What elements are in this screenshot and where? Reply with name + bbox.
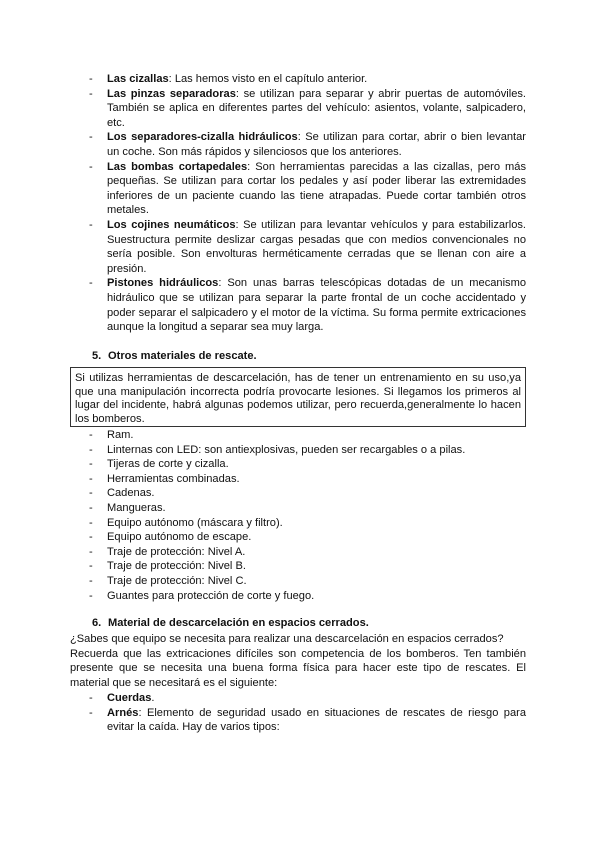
list-item bbox=[88, 160, 526, 218]
section-number: 5. bbox=[92, 350, 102, 362]
list-item-term: Los separadores-cizalla hidráulicos bbox=[107, 131, 298, 144]
other-materials-list bbox=[88, 428, 526, 603]
note-box: Si utilizas herramientas de descarcelación, has de tener un entrenamiento en su uso,ya que una manipulación incorrecta podría provocarte lesiones. Si llegamos los primeros al lugar del incidente, habrá algunas podemos utilizar, pero recuerda,generalmente lo hacen los bomberos. bbox=[70, 367, 526, 427]
section-title: Otros materiales de rescate. bbox=[108, 350, 257, 362]
list-item-term: Pistones hidráulicos bbox=[107, 277, 219, 290]
list-item-term: Los cojines neumáticos bbox=[107, 218, 236, 231]
list-item: - Tijeras de corte y cizalla. bbox=[88, 457, 526, 472]
list-item: - Traje de protección: Nivel C. bbox=[88, 574, 526, 589]
list-item bbox=[88, 706, 526, 735]
list-item bbox=[88, 130, 526, 159]
list-item-text: : Las hemos visto en el capítulo anterior. bbox=[168, 73, 368, 85]
list-item: - Ram. bbox=[88, 428, 526, 443]
section-5-heading bbox=[92, 349, 257, 364]
list-item-term: Las pinzas separadoras bbox=[107, 87, 236, 100]
section-number: 6. bbox=[92, 617, 102, 629]
list-item bbox=[88, 72, 526, 87]
list-item bbox=[88, 276, 526, 334]
list-item bbox=[88, 218, 526, 276]
list-item: - Mangueras. bbox=[88, 501, 526, 516]
list-item-term: Las cizallas bbox=[107, 73, 169, 85]
list-item bbox=[88, 691, 526, 706]
list-item: - Herramientas combinadas. bbox=[88, 472, 526, 487]
list-item: - Equipo autónomo de escape. bbox=[88, 530, 526, 545]
section-6-paragraph: Recuerda que las extricaciones difíciles son competencia de los bomberos. Ten también presente que se necesita una buena forma física para hacer este tipo de rescates. El material que se necesitará es el siguiente: bbox=[70, 648, 526, 689]
list-item bbox=[88, 87, 526, 131]
list-item-text: : Se utilizan para cortar, abrir o bien levantar un coche. Son más rápidos y silenciosos que los anteriores. bbox=[107, 131, 526, 158]
section-6-question: ¿Sabes que equipo se necesita para realizar una descarcelación en espacios cerrados? bbox=[70, 633, 504, 645]
list-item: - Traje de protección: Nivel B. bbox=[88, 559, 526, 574]
list-item-text: . bbox=[151, 692, 155, 704]
list-item-text: : se utilizan para separar y abrir puertas de automóviles. También se aplica en diferentes partes del vehículo: asientos, volante, salpicadero, etc. bbox=[107, 87, 526, 129]
enclosed-space-materials-list bbox=[88, 691, 526, 735]
list-item-text: : Son herramientas parecidas a las cizallas, pero más pequeñas. Se utilizan para cortar los pedales y así poder liberar las extremidades inferiores de un paciente cuando las tiene atrapadas. Puede cortar también otros metales. bbox=[107, 160, 526, 217]
list-item-term: Cuerdas bbox=[107, 692, 152, 704]
list-item: - Linternas con LED: son antiexplosivas, pueden ser recargables o a pilas. bbox=[88, 443, 526, 458]
rescue-tools-list bbox=[88, 72, 526, 335]
list-item-text: : Se utilizan para levantar vehículos y para estabilizarlos. Suestructura permite deslizar cargas pesadas que con medios convencionales no sería posible. Son envolturas herméticamente cerradas que se llenan con aire a presión. bbox=[107, 218, 526, 275]
list-item-term: Arnés bbox=[107, 706, 139, 719]
list-item: - Equipo autónomo (máscara y filtro). bbox=[88, 516, 526, 531]
section-6-heading bbox=[92, 616, 369, 631]
list-item: - Cadenas. bbox=[88, 486, 526, 501]
list-item: - Guantes para protección de corte y fuego. bbox=[88, 589, 526, 604]
list-item-term: Las bombas cortapedales bbox=[107, 160, 248, 173]
list-item-text: : Son unas barras telescópicas dotadas de un mecanismo hidráulico que se utilizan para separar la parte frontal de un coche accidentado y poder separar el salpicadero y el motor de la víctima. Su forma permite extricaciones aunque la longitud a separar sea muy larga. bbox=[107, 277, 526, 334]
list-item-text: : Elemento de seguridad usado en situaciones de rescates de riesgo para evitar la caída. Hay de varios tipos: bbox=[107, 706, 526, 734]
list-item: - Traje de protección: Nivel A. bbox=[88, 545, 526, 560]
section-title: Material de descarcelación en espacios cerrados. bbox=[108, 617, 369, 629]
